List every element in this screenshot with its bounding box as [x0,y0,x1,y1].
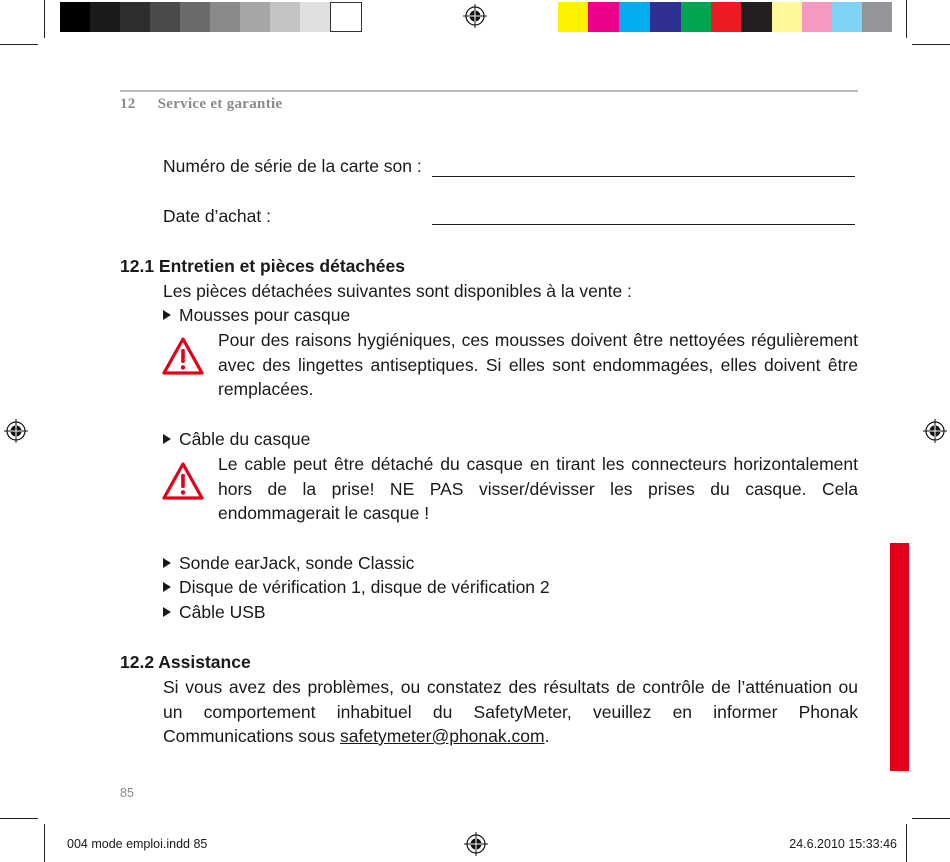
chapter-number: 12 [120,96,136,112]
gray-swatch [270,2,300,32]
footer-timestamp: 24.6.2010 15:33:46 [789,837,897,851]
section-heading-12-1: 12.1 Entretien et pièces détachées [120,256,405,276]
serial-number-field[interactable] [432,176,855,177]
purchase-date-field[interactable] [432,224,855,225]
gray-swatch [90,2,120,32]
color-swatch [862,2,892,32]
bullet-triangle-icon [163,607,171,617]
color-swatch [588,2,619,32]
gray-swatch [60,2,90,32]
warning-text: Pour des raisons hygiéniques, ces mousses doivent être nettoyées régulièrement avec des lingettes antiseptiques. Si elles sont endommagées, elles doivent être remplacées. [218,330,858,399]
registration-mark-icon [923,419,947,443]
list-item: Disque de vérification 1, disque de vérification 2 [163,575,550,600]
color-swatch [832,2,862,32]
chapter-title: Service et garantie [157,96,283,112]
header-rule [120,90,858,92]
color-swatch [650,2,681,32]
color-swatch [619,2,650,32]
color-swatch [681,2,711,32]
footer-file-info: 004 mode emploi.indd 85 [67,837,208,851]
section-12-1-intro: Les pièces détachées suivantes sont disponibles à la vente : [163,281,632,301]
gray-swatch [150,2,180,32]
registration-mark-icon [463,4,487,28]
color-swatch [711,2,741,32]
color-swatch [802,2,832,32]
chapter-tab-marker [890,543,909,771]
bullet-triangle-icon [163,582,171,592]
email-link[interactable]: safetymeter@phonak.com [340,726,545,746]
gray-swatch [210,2,240,32]
registration-mark-icon [4,419,28,443]
running-header [120,96,282,113]
page-number: 85 [120,786,134,800]
warning-icon [162,462,204,500]
list-item: Câble du casque [163,427,310,452]
gray-swatch [330,2,362,32]
purchase-date-label: Date d’achat : [163,206,271,226]
list-item: Mousses pour casque [163,303,350,328]
registration-mark-icon [464,832,488,856]
gray-swatch [240,2,270,32]
gray-swatch [120,2,150,32]
section-heading-12-2: 12.2 Assistance [120,652,251,672]
color-swatch [772,2,802,32]
warning-icon [162,337,204,375]
gray-swatch [300,2,330,32]
bullet-triangle-icon [163,434,171,444]
assistance-paragraph: Si vous avez des problèmes, ou constatez des résultats de contrôle de l’atténuation ou un comportement inhabituel du SafetyMeter, veuillez en informer Phonak Communications sous safetymeter@phonak.com. [163,677,858,746]
color-swatch [558,2,588,32]
list-item: Sonde earJack, sonde Classic [163,551,414,576]
color-swatch [741,2,772,32]
serial-number-label: Numéro de série de la carte son : [163,156,422,176]
bullet-triangle-icon [163,310,171,320]
bullet-triangle-icon [163,558,171,568]
warning-text: Le cable peut être détaché du casque en tirant les connecteurs horizontalement hors de la prise! NE PAS visser/dévisser les prises du casque. Cela endommagerait le casque ! [218,454,858,523]
gray-swatch [180,2,210,32]
list-item: Câble USB [163,600,266,625]
